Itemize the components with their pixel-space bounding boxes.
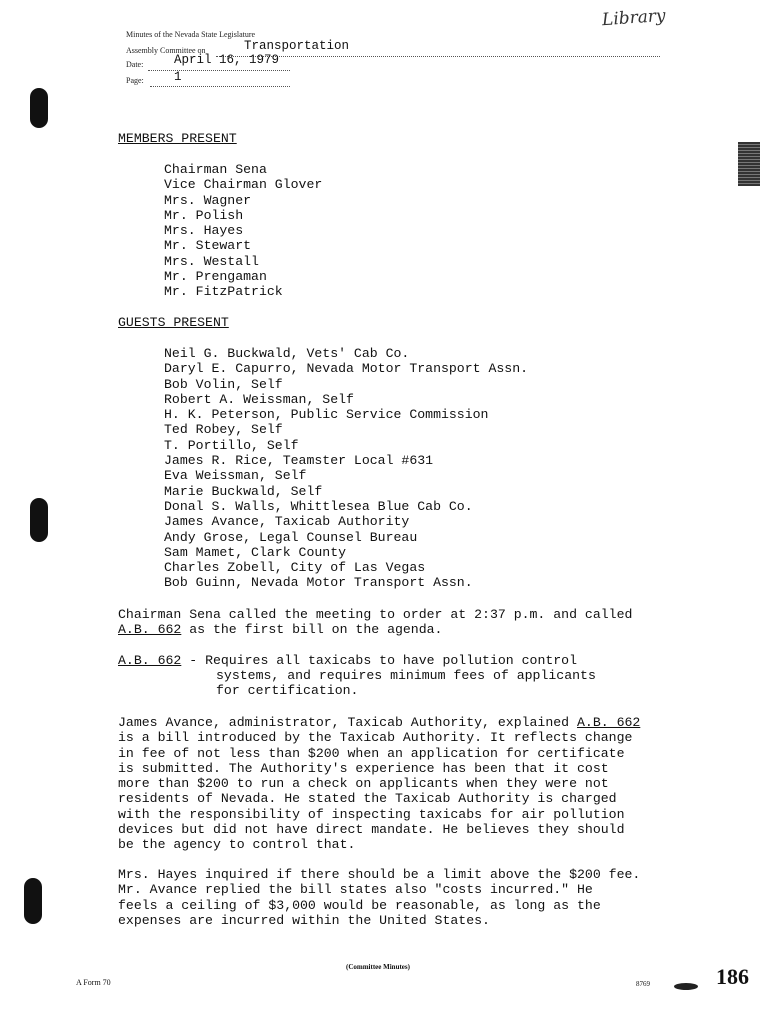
handwritten-library-note: Library <box>601 5 667 31</box>
guests-list <box>164 346 528 591</box>
paragraph-text: as the first bill on the agenda. <box>181 622 443 638</box>
punch-hole-middle <box>30 498 48 542</box>
members-list <box>164 162 322 300</box>
avance-paragraph <box>118 715 718 853</box>
paragraph-line: expenses are incurred within the United States. <box>118 912 490 928</box>
list-item: T. Portillo, Self <box>164 437 299 453</box>
list-item: Vice Chairman Glover <box>164 177 323 193</box>
list-item: H. K. Peterson, Public Service Commission <box>164 407 489 423</box>
paragraph-line: is a bill introduced by the Taxicab Authority. It reflects change <box>118 730 633 746</box>
members-present-heading: MEMBERS PRESENT <box>118 131 237 146</box>
bill-description-line: for certification. <box>216 683 359 698</box>
list-item: Bob Guinn, Nevada Motor Transport Assn. <box>164 575 473 591</box>
list-item: James R. Rice, Teamster Local #631 <box>164 453 434 469</box>
header-committee-label: Assembly Committee on <box>126 46 206 55</box>
list-item: Andy Grose, Legal Counsel Bureau <box>164 529 418 545</box>
footer-code: 8769 <box>636 980 650 988</box>
opening-paragraph <box>118 607 718 638</box>
footer-ink-stamp <box>674 983 698 990</box>
page-number: 186 <box>716 964 749 989</box>
footer-form-number: A Form 70 <box>76 978 111 987</box>
paragraph-text: James Avance, administrator, Taxicab Authority, explained <box>118 715 577 730</box>
list-item: James Avance, Taxicab Authority <box>164 514 410 530</box>
margin-scan-mark <box>738 142 760 186</box>
committee-dotted-line <box>216 56 660 57</box>
paragraph-line <box>118 715 718 730</box>
bill-reference: A.B. 662 <box>118 622 182 638</box>
list-item: Sam Mamet, Clark County <box>164 544 347 560</box>
punch-hole-top <box>30 88 48 128</box>
paragraph-line: devices but did not have direct mandate. He believes they should <box>118 822 625 838</box>
paragraph-line: be the agency to control that. <box>118 837 356 853</box>
list-item: Daryl E. Capurro, Nevada Motor Transport Assn. <box>164 361 529 377</box>
bill-number: A.B. 662 <box>118 653 182 668</box>
date-dotted-line <box>148 70 290 71</box>
paragraph-line: residents of Nevada. He stated the Taxicab Authority is charged <box>118 791 617 807</box>
paragraph-line: with the responsibility of inspecting taxicabs for air pollution <box>118 806 625 822</box>
bill-reference: A.B. 662 <box>577 715 641 730</box>
paragraph-line: in fee of not less than $200 when an application for certificate <box>118 745 625 761</box>
list-item: Mr. FitzPatrick <box>164 284 283 300</box>
punch-hole-bottom <box>24 878 42 924</box>
list-item: Mrs. Wagner <box>164 192 252 208</box>
paragraph-line: is submitted. The Authority's experience has been that it cost <box>118 760 609 776</box>
paragraph-line: Mr. Avance replied the bill states also "costs incurred." He <box>118 882 593 898</box>
footer-committee-minutes: (Committee Minutes) <box>346 963 410 971</box>
list-item: Mrs. Westall <box>164 253 259 269</box>
page-dotted-line <box>150 86 290 87</box>
paragraph-line: feels a ceiling of $3,000 would be reasonable, as long as the <box>118 897 601 913</box>
list-item: Robert A. Weissman, Self <box>164 391 354 407</box>
paragraph-line: Chairman Sena called the meeting to order at 2:37 p.m. and called <box>118 607 633 622</box>
bill-description-line: systems, and requires minimum fees of applicants <box>216 668 596 683</box>
paragraph-line: more than $200 to run a check on applicants when they were not <box>118 776 609 792</box>
list-item: Mr. Polish <box>164 207 244 223</box>
list-item: Ted Robey, Self <box>164 422 283 438</box>
list-item: Donal S. Walls, Whittlesea Blue Cab Co. <box>164 498 473 514</box>
hayes-paragraph <box>118 867 718 928</box>
header-legislature-line: Minutes of the Nevada State Legislature <box>126 30 256 39</box>
bill-dash: - <box>181 653 206 668</box>
paragraph-line <box>118 622 718 637</box>
header-page-value: 1 <box>174 70 182 84</box>
header-committee-value: Transportation <box>244 39 350 53</box>
list-item: Neil G. Buckwald, Vets' Cab Co. <box>164 346 410 361</box>
list-item: Marie Buckwald, Self <box>164 483 323 499</box>
list-item: Mrs. Hayes <box>164 223 244 239</box>
list-item: Bob Volin, Self <box>164 376 283 392</box>
header-date-label: Date: <box>126 60 144 69</box>
list-item: Mr. Prengaman <box>164 269 267 285</box>
bill-description-line: Requires all taxicabs to have pollution control <box>205 653 578 668</box>
paragraph-line: Mrs. Hayes inquired if there should be a limit above the $200 fee. <box>118 867 641 882</box>
header-page-label: Page: <box>126 76 144 85</box>
bill-heading <box>118 653 577 668</box>
list-item: Charles Zobell, City of Las Vegas <box>164 560 426 576</box>
list-item: Eva Weissman, Self <box>164 468 307 484</box>
guests-present-heading: GUESTS PRESENT <box>118 315 229 330</box>
header-date-value: April 16, 1979 <box>174 53 280 67</box>
list-item: Mr. Stewart <box>164 238 252 254</box>
list-item: Chairman Sena <box>164 162 267 177</box>
